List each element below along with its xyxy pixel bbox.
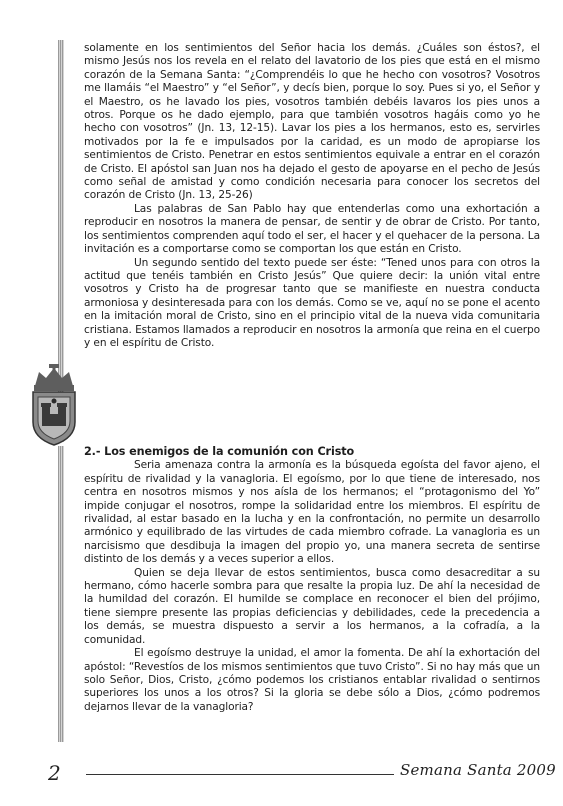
paragraph-6: El egoísmo destruye la unidad, el amor la fomenta. De ahí la exhortación del apóstol: “Revestíos de los mismos sentimientos que tuvo Cristo”. Si no hay más que un solo Señor, Dios, Cristo, ¿cómo podemos los cristianos entablar rivalidad o sentirnos superiores los unos a los otros? Si la gloria se debe sólo a Dios, ¿cómo podremos dejarnos llevar de la vanagloria?	[84, 647, 540, 713]
paragraph-4: Seria amenaza contra la armonía es la búsqueda egoísta del favor ajeno, el espíritu de rivalidad y la vanagloria. El egoísmo, por lo que tiene de interesado, nos centra en nosotros mismos y nos aísla de los hermanos; el “protagonismo del Yo” impide conjugar el nosotros, rompe la solidaridad entre los miembros. El espíritu de rivalidad, al estar basado en la lucha y en la confrontación, no permite un desarrollo armónico y equilibrado de las virtudes de cada miembro cofrade. La vanagloria es un narcisismo que desdibuja la imagen del propio yo, una manera secreta de sentirse distinto de los demás y a veces superior a ellos.	[84, 459, 540, 566]
section-2-text	[84, 445, 540, 714]
paragraph-5: Quien se deja llevar de estos sentimientos, busca como desacreditar a su hermano, cómo hacerle sombra para que resalte la propia luz. De ahí la necesidad de la humildad del corazón. El humilde se complace en reconocer el bien del prójimo, tiene siempre presente las propias deficiencias y debilidades, cede la precedencia a los demás, se muestra dispuesto a servir a los hermanos, a la cofradía, a la comunidad.	[84, 566, 540, 646]
section-heading: 2.- Los enemigos de la comunión con Cristo	[84, 445, 355, 458]
crest-icon	[29, 364, 79, 446]
paragraph-2: Las palabras de San Pablo hay que entenderlas como una exhortación a reproducir en nosotros la manera de pensar, de sentir y de obrar de Cristo. Por tanto, los sentimientos comprenden aquí todo el ser, el hacer y el quehacer de la persona. La invitación es a comportarse como se comportan los que están en Cristo.	[84, 202, 540, 256]
margin-bar-bottom	[58, 446, 64, 742]
page-number: 2	[48, 761, 61, 785]
paragraph-3: Un segundo sentido del texto puede ser éste: “Tened unos para con otros la actitud que tenéis también en Cristo Jesús” Que quiere decir: la unión vital entre vosotros y Cristo ha de progresar tanto que se manifieste en nuestra conducta armoniosa y desinteresada para con los demás. Como se ve, aquí no se pone el acento en la imitación moral de Cristo, sino en el principio vital de la nueva vida comunitaria cristiana. Estamos llamados a reproducir en nosotros la armonía que reina en el cuerpo y en el espíritu de Cristo.	[84, 256, 540, 349]
section-1-text	[84, 42, 540, 350]
publication-title: Semana Santa 2009	[400, 761, 556, 779]
paragraph-1: solamente en los sentimientos del Señor hacia los demás. ¿Cuáles son éstos?, el mismo Jesús nos los revela en el relato del lavatorio de los pies que está en el mismo corazón de la Semana Santa: “¿Comprendéis lo que he hecho con vosotros? Vosotros me llamáis “el Maestro” y “el Señor”, y decís bien, porque lo soy. Pues si yo, el Señor y el Maestro, os he lavado los pies, vosotros también debéis lavaros los pies unos a otros. Porque os he dado ejemplo, para que también vosotros hagáis como yo he hecho con vosotros” (Jn. 13, 12-15). Lavar los pies a los hermanos, esto es, servirles motivados por la fe e impulsados por la caridad, es un modo de apropiarse los sentimientos de Cristo. Penetrar en estos sentimientos equivale a entrar en el corazón de Cristo. El apóstol san Juan nos ha dejado el gesto de apoyarse en el pecho de Jesús como señal de amistad y como condición necesaria para conocer los secretos del corazón de Cristo (Jn. 13, 25-26)	[84, 42, 540, 202]
footer-rule	[86, 774, 394, 775]
